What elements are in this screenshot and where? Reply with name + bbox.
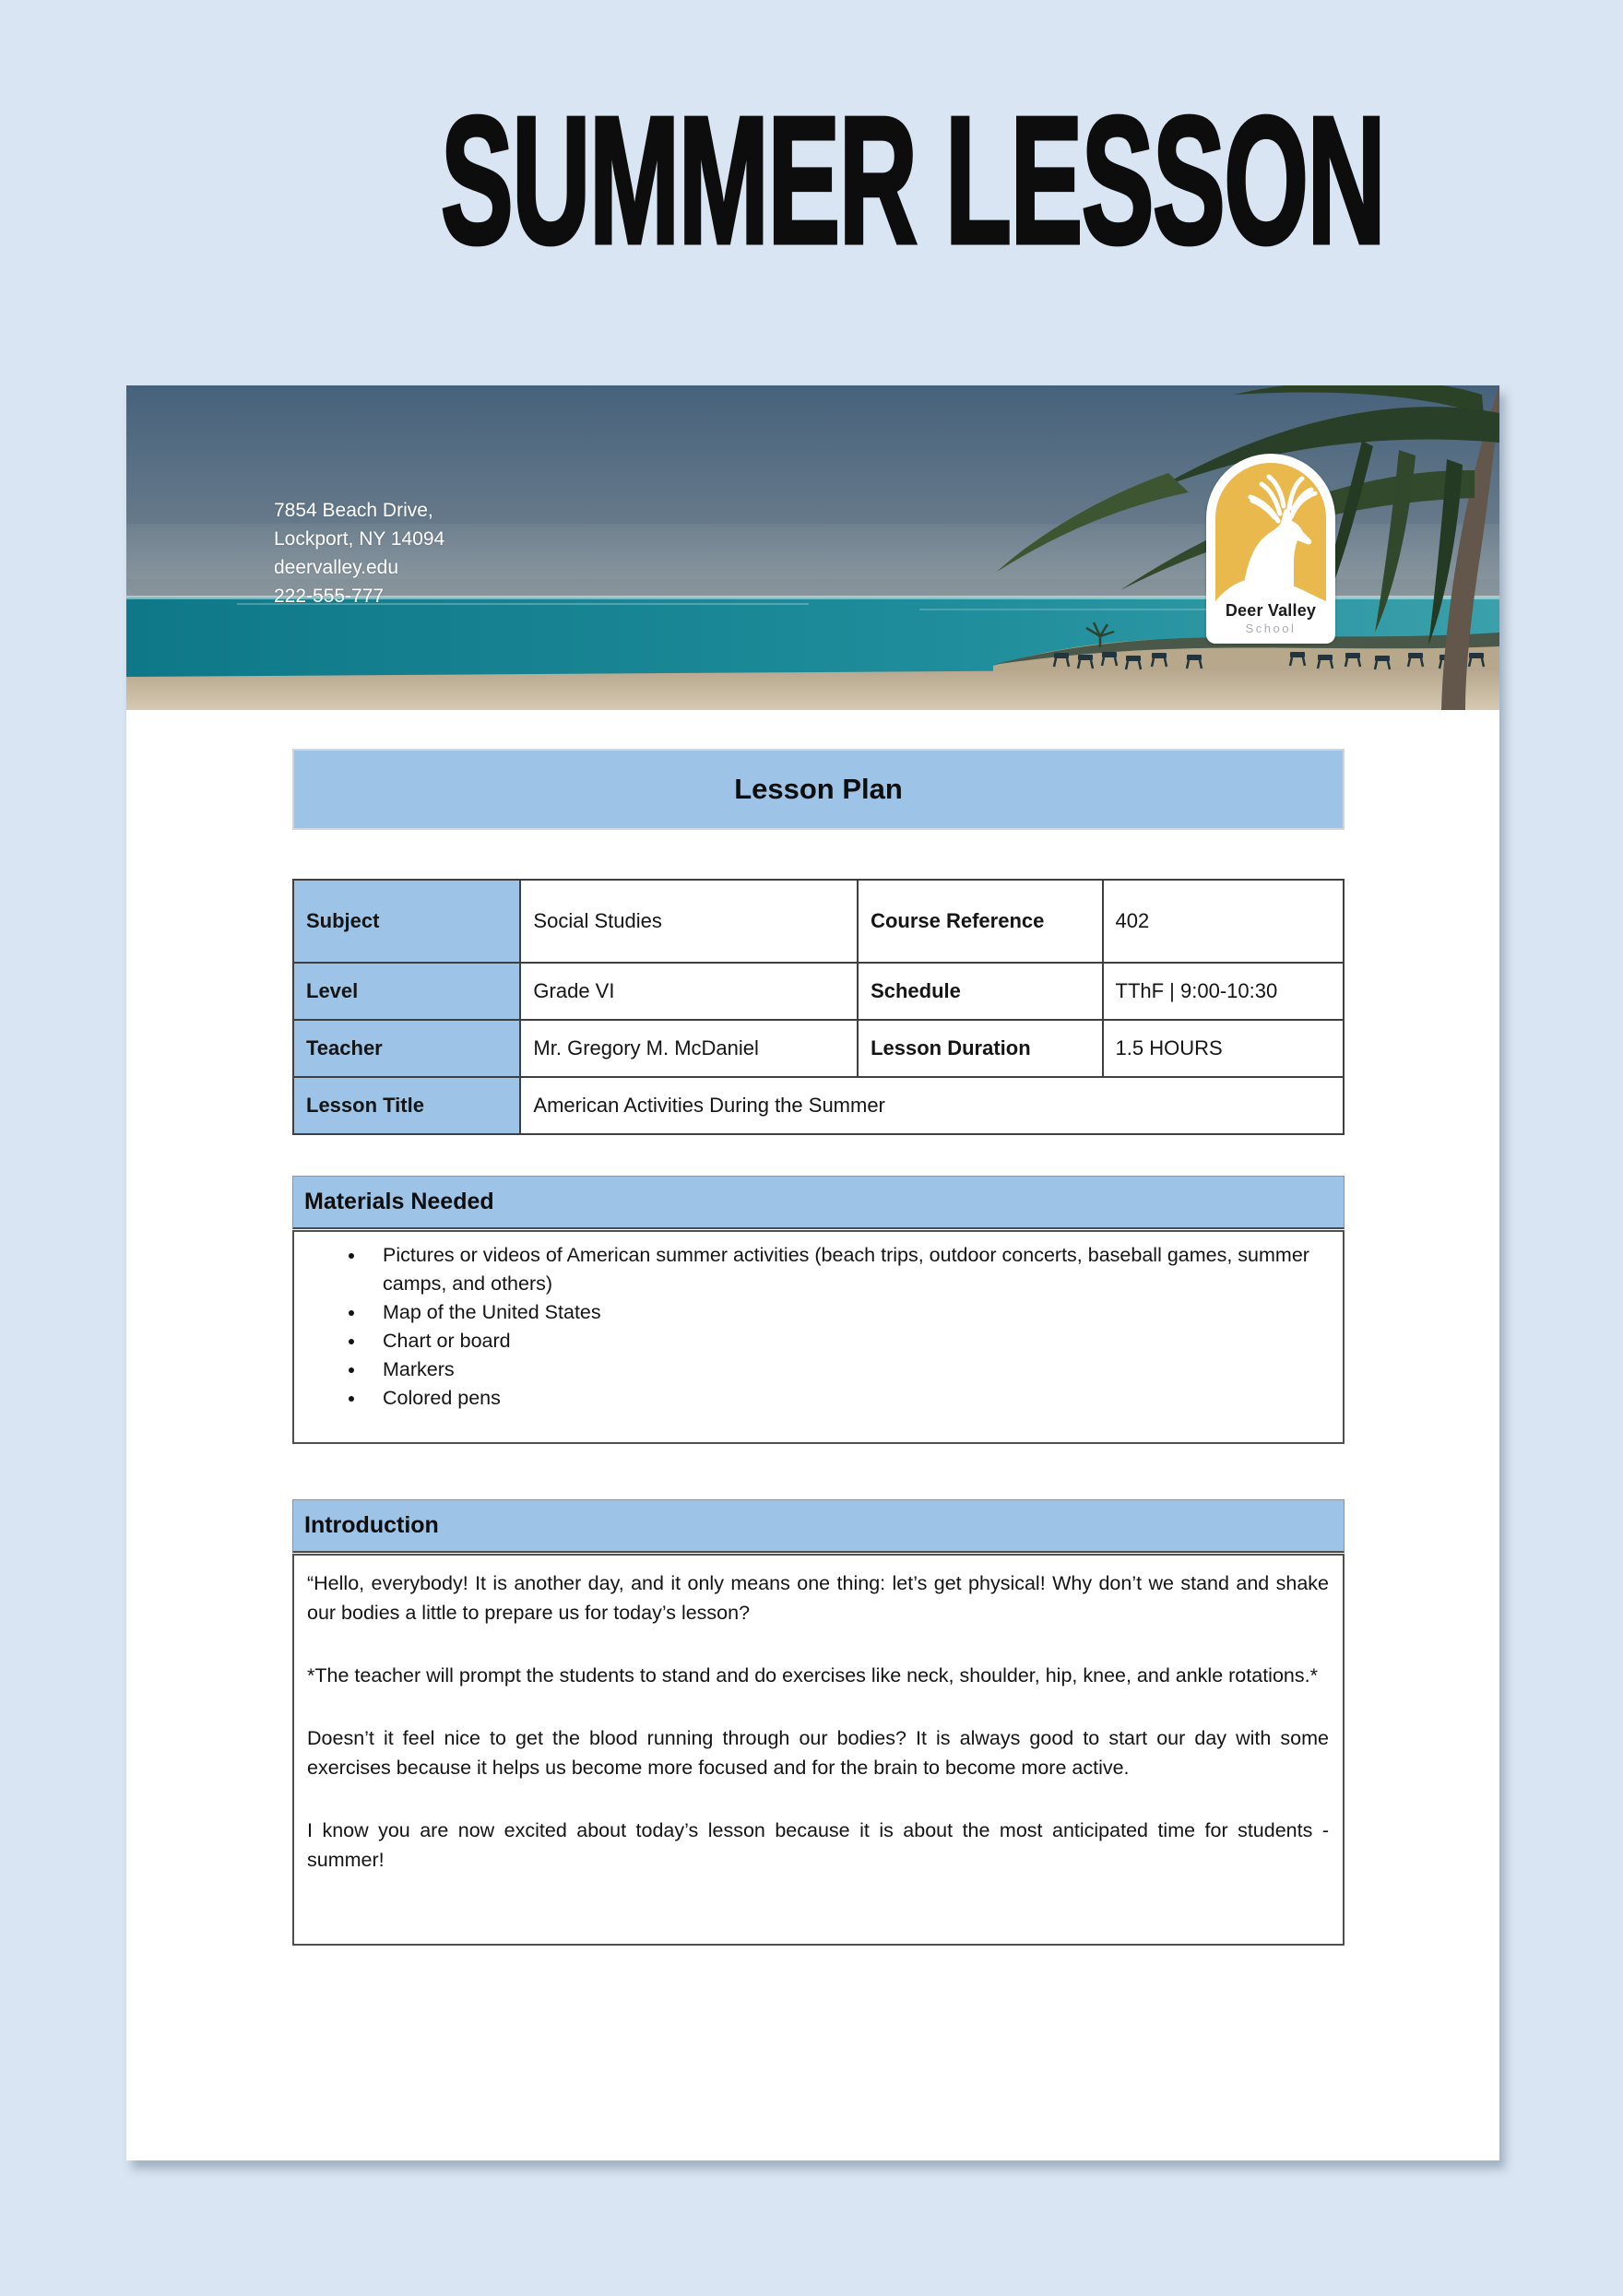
school-address — [274, 496, 444, 610]
materials-list-box — [292, 1230, 1345, 1444]
school-logo — [1206, 454, 1335, 644]
deer-icon — [1215, 463, 1326, 601]
address-line: deervalley.edu — [274, 557, 399, 578]
lesson-plan-heading: Lesson Plan — [734, 773, 903, 805]
address-line: Lockport, NY 14094 — [274, 528, 445, 550]
logo-arch — [1215, 463, 1326, 601]
table-row — [293, 963, 1344, 1020]
course-reference-value: 402 — [1103, 880, 1344, 963]
materials-list — [294, 1241, 1324, 1413]
list-item: • Chart or board — [366, 1327, 1324, 1355]
list-item: • Markers — [366, 1355, 1324, 1384]
teacher-label: Teacher — [293, 1020, 520, 1077]
logo-name: Deer Valley — [1225, 601, 1317, 620]
course-reference-label: Course Reference — [858, 880, 1102, 963]
teacher-value: Mr. Gregory M. McDaniel — [520, 1020, 858, 1077]
introduction-heading-bar — [292, 1499, 1345, 1553]
page-content — [126, 749, 1499, 1946]
introduction-paragraph: I know you are now excited about today’s lesson because it is about the most anticipated time for students - summer! — [307, 1819, 1329, 1871]
lesson-title-value: American Activities During the Summer — [520, 1077, 1344, 1134]
logo-subtitle: School — [1245, 621, 1297, 635]
subject-value: Social Studies — [520, 880, 858, 963]
level-label: Level — [293, 963, 520, 1020]
introduction-paragraph: *The teacher will prompt the students to stand and do exercises like neck, shoulder, hip, knee, and ankle rotations.* — [307, 1664, 1318, 1686]
introduction-paragraph: “Hello, everybody! It is another day, and it only means one thing: let’s get physical! Why don’t we stand and shake our bodies a little to prepare us for today’s lesson? — [307, 1572, 1329, 1624]
materials-heading-bar — [292, 1176, 1345, 1229]
table-row — [293, 880, 1344, 963]
table-row — [293, 1077, 1344, 1134]
list-item: • Pictures or videos of American summer activities (beach trips, outdoor concerts, baseball games, summer camps, and others) — [366, 1241, 1324, 1298]
address-line: 222-555-777 — [274, 586, 385, 607]
introduction-heading: Introduction — [304, 1512, 439, 1538]
list-item: • Colored pens — [366, 1384, 1324, 1413]
level-value: Grade VI — [520, 963, 858, 1020]
lesson-title-label: Lesson Title — [293, 1077, 520, 1134]
page-title-text: SUMMER LESSON — [441, 79, 1385, 281]
document-page — [126, 385, 1499, 2160]
lesson-info-table — [292, 879, 1345, 1135]
lesson-duration-label: Lesson Duration — [858, 1020, 1102, 1077]
introduction-paragraph: Doesn’t it feel nice to get the blood running through our bodies? It is always good to start our day with some exercises because it helps us become more focused and for the brain to become more active. — [307, 1727, 1329, 1779]
address-line: 7854 Beach Drive, — [274, 500, 433, 521]
beach-photo-banner — [126, 385, 1499, 710]
page-title — [126, 79, 1499, 281]
list-item: • Map of the United States — [366, 1298, 1324, 1327]
schedule-value: TThF | 9:00-10:30 — [1103, 963, 1344, 1020]
table-row — [293, 1020, 1344, 1077]
subject-label: Subject — [293, 880, 520, 963]
introduction-text-box — [292, 1554, 1345, 1946]
lesson-plan-heading-bar — [292, 749, 1345, 830]
lesson-duration-value: 1.5 HOURS — [1103, 1020, 1344, 1077]
schedule-label: Schedule — [858, 963, 1102, 1020]
materials-heading: Materials Needed — [304, 1189, 494, 1214]
